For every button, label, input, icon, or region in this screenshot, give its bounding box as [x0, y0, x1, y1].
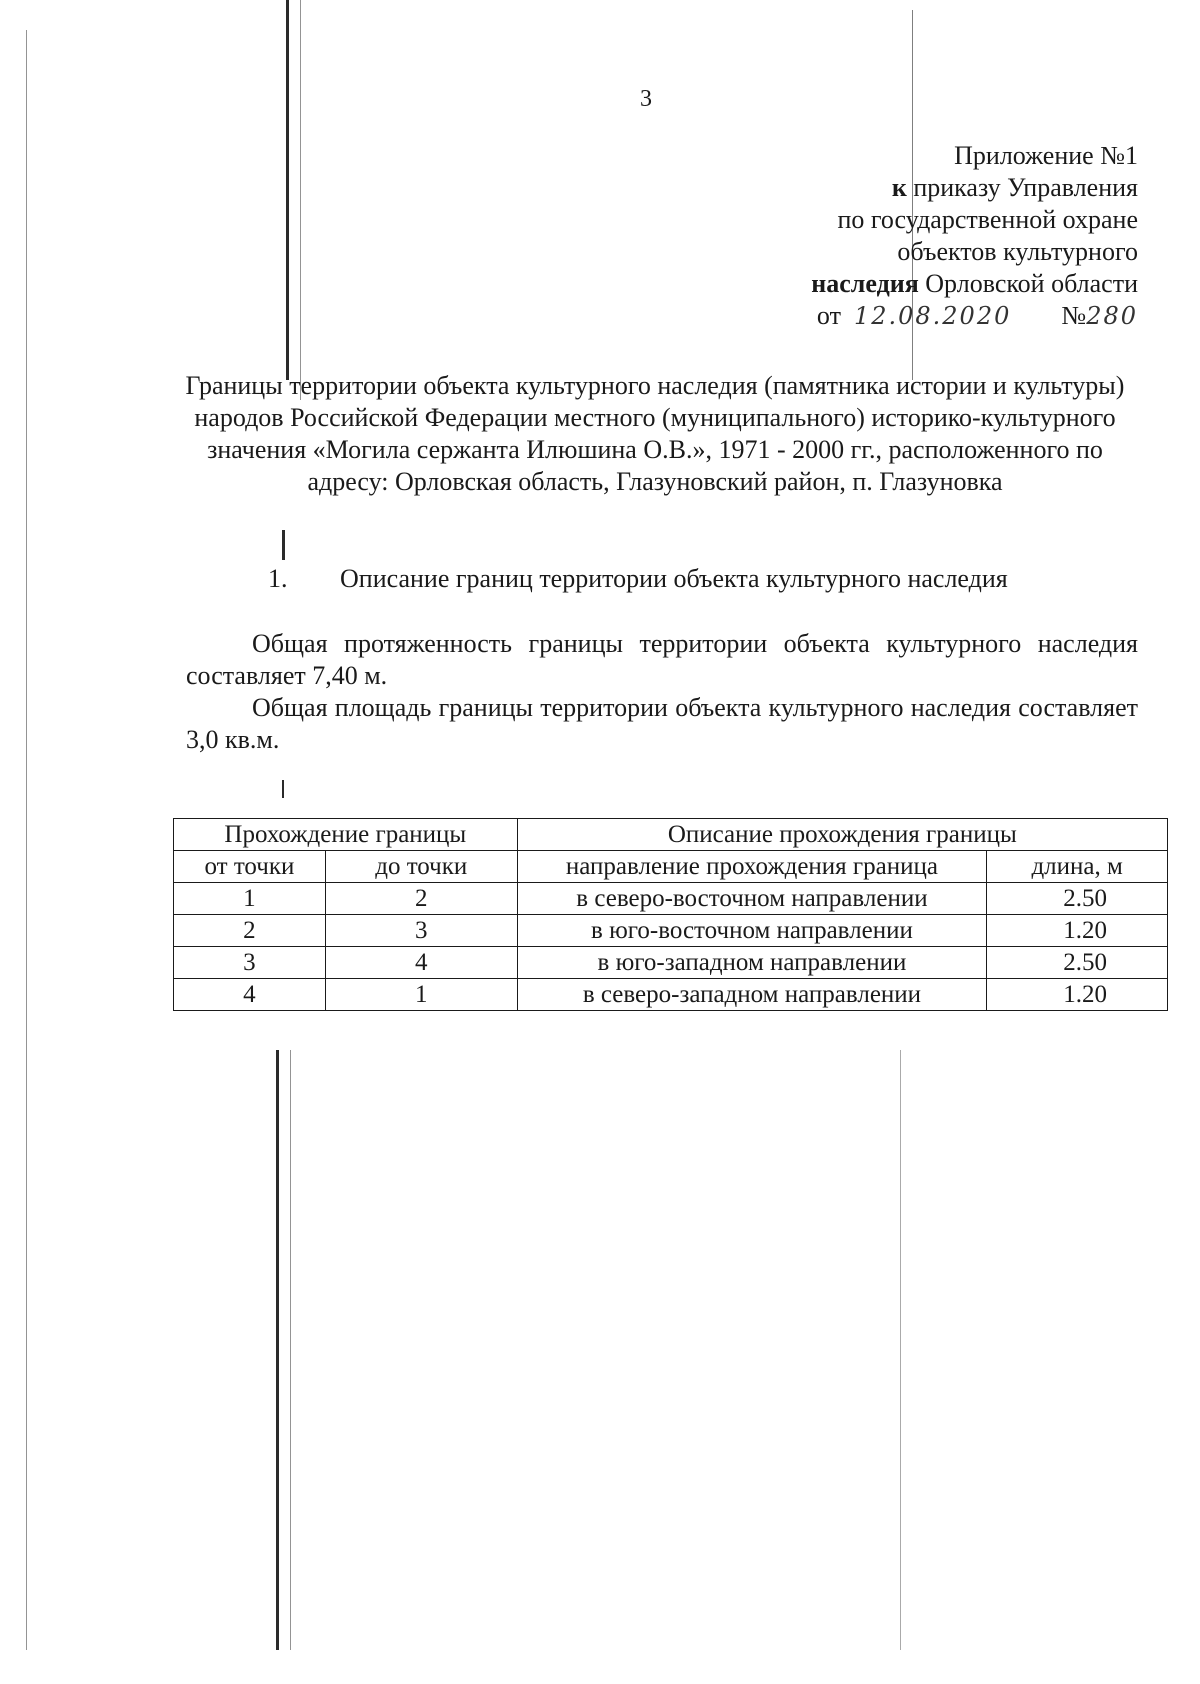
table-cell: 2.50 — [987, 947, 1168, 979]
section-number: 1. — [268, 564, 288, 593]
appendix-bold-word: наследия — [811, 269, 919, 298]
paragraph-length — [186, 628, 1138, 692]
table-cell: 4 — [325, 947, 517, 979]
table-cell: 2 — [325, 883, 517, 915]
table-cell: в юго-западном направлении — [517, 947, 987, 979]
date-number-line — [811, 300, 1138, 332]
scan-artifact-line — [282, 780, 284, 798]
section-title: Описание границ территории объекта культурного наследия — [340, 564, 1008, 593]
table-row — [174, 915, 1168, 947]
paragraph-length-text: Общая протяженность границы территории объекта культурного наследия составляет 7,40 м. — [186, 629, 1138, 690]
table-cell: в северо-западном направлении — [517, 979, 987, 1011]
scan-artifact-line — [26, 30, 27, 1650]
table-cell: в северо-восточном направлении — [517, 883, 987, 915]
table-cell: 1.20 — [987, 915, 1168, 947]
boundary-table — [173, 818, 1168, 1011]
handwritten-date: 12.08.2020 — [853, 302, 1012, 330]
scan-artifact-line — [282, 530, 285, 560]
table-column-header: до точки — [325, 851, 517, 883]
table-cell: 1.20 — [987, 979, 1168, 1011]
paragraph-area — [186, 692, 1138, 756]
page-number: 3 — [640, 86, 652, 112]
appendix-line — [811, 268, 1138, 300]
appendix-line: Приложение №1 — [954, 141, 1138, 170]
table-group-header: Описание прохождения границы — [517, 819, 1167, 851]
table-cell: 4 — [174, 979, 326, 1011]
scan-artifact-line — [276, 1050, 279, 1650]
section-heading — [268, 564, 1008, 594]
document-title: Границы территории объекта культурного наследия (памятника истории и культуры) народов Российской Федерации местного (муниципального) историко-культурного значения «Могила сержанта Илюшина О.В.», 1971 - 2000 гг., расположенного по адресу: Орловская область, Глазуновский район, п. Глазуновка — [185, 371, 1125, 496]
table-row — [174, 947, 1168, 979]
table-cell: 2 — [174, 915, 326, 947]
appendix-line: объектов культурного — [897, 237, 1138, 266]
table-column-header: длина, м — [987, 851, 1168, 883]
appendix-header — [811, 140, 1138, 332]
table-row — [174, 979, 1168, 1011]
appendix-line: по государственной охране — [837, 205, 1138, 234]
table-group-header: Прохождение границы — [174, 819, 518, 851]
appendix-text: Орловской области — [925, 269, 1138, 298]
date-label: от — [816, 301, 841, 330]
table-cell: 3 — [325, 915, 517, 947]
number-label: № — [1061, 301, 1087, 330]
table-column-header: от точки — [174, 851, 326, 883]
appendix-text: приказу Управления — [913, 173, 1138, 202]
table-cell: 1 — [325, 979, 517, 1011]
table-cell: 3 — [174, 947, 326, 979]
table-column-header: направление прохождения граница — [517, 851, 987, 883]
scan-artifact-line — [290, 1050, 291, 1650]
paragraph-area-text: Общая площадь границы территории объекта культурного наследия составляет 3,0 кв.м. — [186, 693, 1138, 754]
table-cell: 1 — [174, 883, 326, 915]
table-row — [174, 883, 1168, 915]
appendix-line — [811, 172, 1138, 204]
table-cell: в юго-восточном направлении — [517, 915, 987, 947]
table-cell: 2.50 — [987, 883, 1168, 915]
table-group-header-row — [174, 819, 1168, 851]
table-header-row — [174, 851, 1168, 883]
handwritten-number: 280 — [1086, 302, 1138, 330]
appendix-bold-word: к — [891, 173, 907, 202]
scan-artifact-line — [286, 0, 289, 380]
scan-artifact-line — [300, 0, 301, 400]
scan-artifact-line — [900, 1050, 901, 1650]
